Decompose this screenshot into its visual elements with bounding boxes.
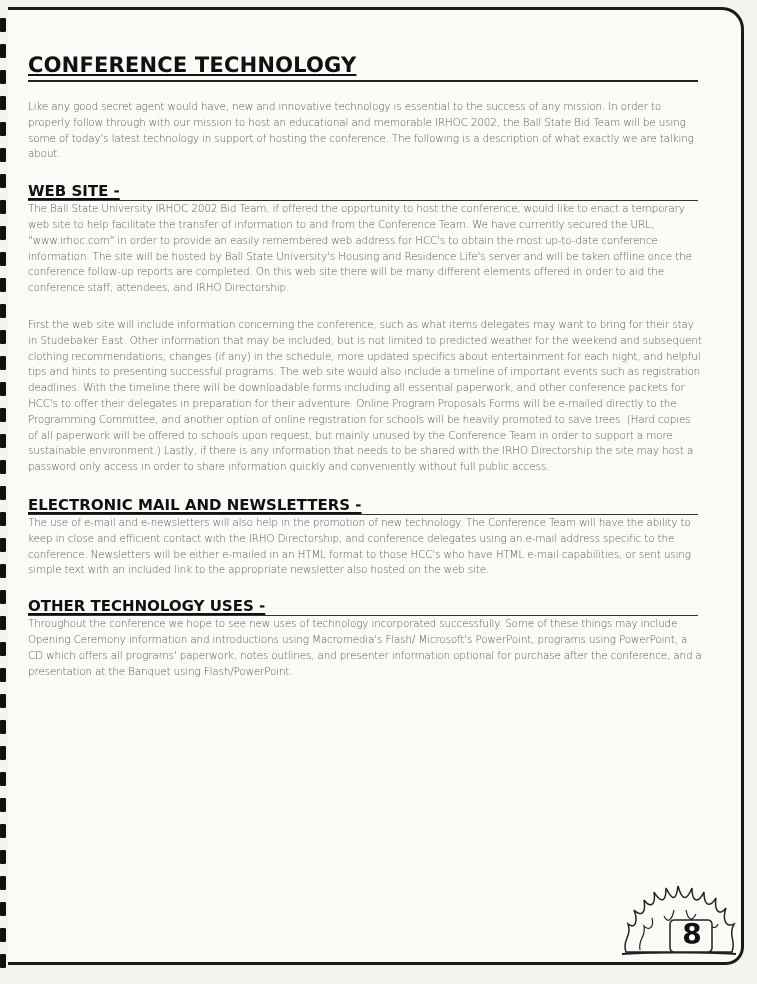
web-site-paragraph-1: The Ball State University IRHOC 2002 Bid Team, if offered the opportunity to host the conference, would like to enact a temporary web site to help facilitate the transfer of information to and from the Conference Team. We have currently secured the URL, "www.irhoc.com" in order to provide an easily remembered web address for HCC's to obtain the most up-to-date conference information. The site will be hosted by Ball State University's Housing and Residence Life's server and will be taken offline once the conference follow-up reports are completed. On this web site there will be many different elements offered in order to aid the conference staff, attendees, and IRHO Directorship. (28, 203, 692, 295)
binding-ring (0, 330, 6, 344)
binding-ring (0, 148, 6, 162)
binding-ring (0, 538, 6, 552)
binding-ring (0, 876, 6, 890)
binding-ring (0, 564, 6, 578)
binding-ring (0, 616, 6, 630)
binding-ring (0, 954, 6, 968)
binding-ring (0, 486, 6, 500)
page-title: CONFERENCE TECHNOLOGY (28, 52, 698, 82)
binding-ring (0, 200, 6, 214)
binding-ring (0, 460, 6, 474)
binding-ring (0, 720, 6, 734)
binding-ring (0, 226, 6, 240)
binding-ring (0, 44, 6, 58)
other-technology-paragraph: Throughout the conference we hope to see new uses of technology incorporated successfully. Some of these things may include Opening Ceremony information and introductions using Macromedia's Flash/ Microsoft's PowerPoint, programs using PowerPoint, a CD which offers all programs' paperwork, notes outlines, and presenter information optional for purchase after the conference, and a presentation at the Banquet using Flash/PowerPoint. (28, 618, 702, 678)
binding-ring (0, 278, 6, 292)
web-site-paragraph-2: First the web site will include information concerning the conference, such as what items delegates may want to bring for their stay in Studebaker East. Other information that may be included, but is not limited to predicted weather for the weekend and subsequent clothing recommendations, changes (if any) in the schedule, more updated specifics about entertainment for each night, and helpful tips and hints to presenting successful programs. The web site would also include a timeline of important events such as registration deadlines. With the timeline there will be downloadable forms including all essential paperwork, and other conference packets for HCC's to offer their delegates in preparation for their adventure. Online Program Proposals Forms will be e-mailed directly to the Programming Committee, and another option of online registration for schools will be heavily promoted to save trees. (Hard copies of all paperwork will be offered to schools upon request, but mainly unused by the Conference Team in order to support a more sustainable environment.) Lastly, if there is any information that needs to be shared with the IRHO Directorship the site may host a password only access in order to share information quickly and conveniently without full public access. (28, 318, 702, 474)
web-site-heading: WEB SITE - (28, 182, 698, 201)
binding-ring (0, 642, 6, 656)
email-newsletters-heading: ELECTRONIC MAIL AND NEWSLETTERS - (28, 496, 698, 515)
binding-ring (0, 304, 6, 318)
binding-ring (0, 746, 6, 760)
binding-ring (0, 174, 6, 188)
binding-ring (0, 382, 6, 396)
binding-ring (0, 70, 6, 84)
binding-ring (0, 668, 6, 682)
binding-ring (0, 902, 6, 916)
binding-ring (0, 356, 6, 370)
binding-ring (0, 590, 6, 604)
binding-ring (0, 96, 6, 110)
spiral-binding (0, 0, 8, 984)
binding-ring (0, 18, 6, 32)
binding-ring (0, 772, 6, 786)
binding-ring (0, 252, 6, 266)
binding-ring (0, 122, 6, 136)
page-number: 8 (682, 917, 702, 950)
intro-paragraph: Like any good secret agent would have, new and innovative technology is essential to the success of any mission. In order to properly follow through with our mission to host an educational and memorable IRHOC 2002, the Ball State Bid Team will be using some of today's latest technology in support of hosting the conference. The following is a description of what exactly we are talking about. (28, 101, 694, 161)
binding-ring (0, 694, 6, 708)
email-newsletters-paragraph: The use of e-mail and e-newsletters will also help in the promotion of new technology. The Conference Team will have the ability to keep in close and efficient contact with the IRHO Directorship, and conference delegates using an e-mail address specific to the conference. Newsletters will be either e-mailed in an HTML format to those HCC's who have HTML e-mail capabilities, or sent using simple text with an included link to the appropriate newsletter also hosted on the web site. (28, 516, 691, 577)
binding-ring (0, 928, 6, 942)
other-technology-heading: OTHER TECHNOLOGY USES - (28, 597, 698, 616)
flame-page-badge (620, 880, 738, 960)
binding-ring (0, 408, 6, 422)
binding-ring (0, 434, 6, 448)
binding-ring (0, 824, 6, 838)
binding-ring (0, 850, 6, 864)
binding-ring (0, 798, 6, 812)
page-content (28, 52, 703, 680)
binding-ring (0, 512, 6, 526)
